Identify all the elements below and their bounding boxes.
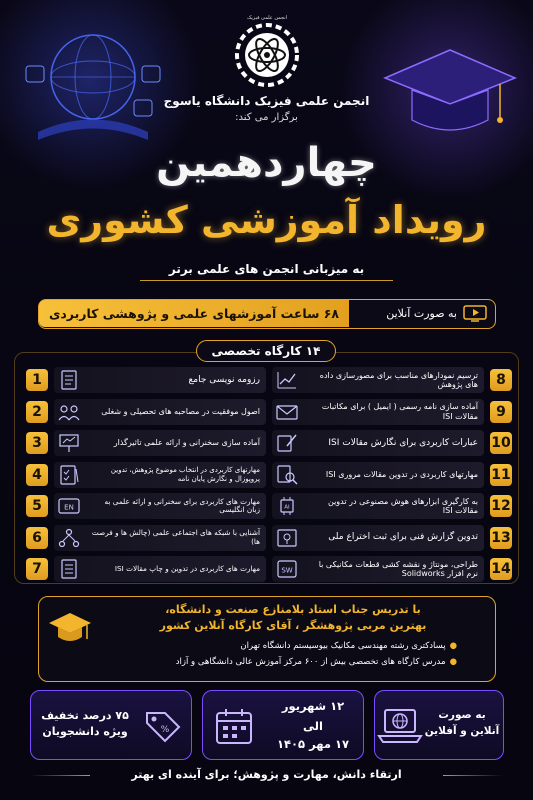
discount-amount: ۷۵ درصد تخفیف xyxy=(41,709,129,722)
workshops-title: ۱۴ کارگاه تخصصی xyxy=(196,340,336,362)
workshop-body xyxy=(272,556,484,582)
workshop-number: 2 xyxy=(26,401,48,423)
workshop-title: مهارتهای کاربردی در تدوین مقالات مروری ISI xyxy=(325,469,478,479)
footer-slogan: ارتقاء دانش، مهارت و پژوهش؛ برای آینده ای بهتر xyxy=(131,768,402,781)
review-icon xyxy=(276,465,298,485)
workshop-item xyxy=(272,525,512,554)
physics-atom-logo xyxy=(232,20,302,90)
writing-icon xyxy=(276,433,298,453)
workshop-number: 5 xyxy=(26,495,48,517)
workshop-item xyxy=(26,556,266,585)
workshop-body xyxy=(54,430,266,456)
patent-icon xyxy=(276,528,298,548)
english-icon xyxy=(58,496,80,516)
workshop-body xyxy=(54,556,266,582)
end-date: ۱۷ مهر ۱۴۰۵ xyxy=(277,737,349,751)
instructor-bullet-text: پسادکتری رشته مهندسی مکانیک بیوسیستم دانشگاه تهران xyxy=(240,641,446,651)
workshop-title: رزومه نویسی جامع xyxy=(188,374,260,385)
proposal-icon xyxy=(58,465,80,485)
workshop-title: آشنایی با شبکه های اجتماعی علمی (چالش ها و فرصت ها) xyxy=(91,528,260,546)
organization-name: انجمن علمی فیزیک دانشگاه یاسوج xyxy=(163,94,370,108)
workshop-title: مهارت های کاربردی در تدوین و چاپ مقالات ISI xyxy=(114,563,260,573)
online-label: به صورت آنلاین xyxy=(386,307,457,320)
title-ordinal: چهاردهمین xyxy=(156,140,377,186)
ai-chip-icon xyxy=(276,496,298,516)
monitor-play-icon xyxy=(463,305,487,322)
dates-box xyxy=(202,690,364,760)
workshop-body xyxy=(272,399,484,425)
svg-text:EN: EN xyxy=(64,503,74,512)
workshop-title: آماده سازی سخنرانی و ارائه علمی تاثیرگذار xyxy=(113,438,260,448)
graduation-cap-icon xyxy=(47,609,93,649)
chart-icon xyxy=(276,370,298,390)
solidworks-icon xyxy=(276,559,298,579)
workshop-number: 10 xyxy=(490,432,512,454)
workshop-title: مهارت های کاربردی برای سخنرانی و ارائه علمی به زبان انگلیسی xyxy=(104,496,260,514)
workshop-body xyxy=(54,462,266,488)
workshop-item xyxy=(272,367,512,396)
workshop-title: عبارات کاربردی برای نگارش مقالات ISI xyxy=(328,437,478,448)
workshop-number: 13 xyxy=(490,527,512,549)
workshop-column-left xyxy=(26,367,266,588)
instructor-line-1: با تدریس جناب استاد بلامنازع صنعت و دانشگاه، xyxy=(165,603,421,616)
event-title: رویداد آموزشی کشوری xyxy=(46,198,487,242)
workshop-body xyxy=(272,367,484,393)
calendar-icon xyxy=(213,705,255,747)
workshop-number: 6 xyxy=(26,527,48,549)
workshop-body xyxy=(54,525,266,551)
instructor-bullet-text: مدرس کارگاه های تخصصی بیش از ۶۰۰ مرکز آموزش عالی دانشگاهی و آزاد xyxy=(175,657,446,667)
workshop-item xyxy=(272,556,512,585)
workshop-item xyxy=(26,430,266,459)
presentation-icon xyxy=(58,433,80,453)
hours-text: ۶۸ ساعت آموزشهای علمی و پژوهشی کاربردی xyxy=(39,300,349,327)
interview-icon xyxy=(58,402,80,422)
instructor-line-2: بهترین مربی پژوهشگر ، آقای کارگاه آنلاین کشور xyxy=(159,619,427,632)
mode-line-2: آنلاین و آفلاین xyxy=(424,725,500,737)
resume-icon xyxy=(58,370,80,390)
instructor-bullet: ●پسادکتری رشته مهندسی مکانیک بیوسیستم دانشگاه تهران xyxy=(240,641,457,651)
workshop-number: 1 xyxy=(26,369,48,391)
workshop-item xyxy=(272,493,512,522)
hosts-label: برگزار می کند: xyxy=(235,112,298,123)
discount-audience: ویژه دانشجویان xyxy=(42,725,128,738)
paper-icon xyxy=(58,559,80,579)
workshop-body xyxy=(272,493,484,519)
workshop-body xyxy=(54,367,266,393)
workshop-number: 9 xyxy=(490,401,512,423)
workshop-item xyxy=(26,462,266,491)
hours-banner xyxy=(38,299,496,329)
workshop-column-right xyxy=(272,367,512,588)
laptop-globe-icon xyxy=(377,706,423,746)
workshop-item xyxy=(26,525,266,554)
workshop-number: 7 xyxy=(26,558,48,580)
workshop-title: ترسیم نمودارهای مناسب برای مصورسازی داده های پژوهش xyxy=(319,370,478,389)
start-date: ۱۲ شهریور xyxy=(281,699,345,713)
workshop-number: 4 xyxy=(26,464,48,486)
delivery-mode-box xyxy=(374,690,504,760)
workshop-number: 8 xyxy=(490,369,512,391)
network-icon xyxy=(58,528,80,548)
workshop-title: طراحی، مونتاژ و نقشه کشی قطعات مکانیکی با نرم افزار Solidworks xyxy=(318,559,478,578)
workshop-title: به کارگیری ابزارهای هوش مصنوعی در تدوین مقالات ISI xyxy=(327,496,478,515)
workshop-body xyxy=(54,493,266,519)
workshop-body xyxy=(272,462,484,488)
workshop-title: تدوین گزارش فنی برای ثبت اختراع ملی xyxy=(328,532,478,543)
workshop-title: مهارتهای کاربردی در انتخاب موضوع پژوهش، تدوین پروپوزال و نگارش پایان نامه xyxy=(110,466,260,483)
workshop-item xyxy=(26,493,266,522)
workshop-body xyxy=(54,399,266,425)
workshop-number: 14 xyxy=(490,558,512,580)
svg-text:AI: AI xyxy=(284,504,290,511)
workshop-item xyxy=(26,367,266,396)
workshop-title: اصول موفقیت در مصاحبه های تحصیلی و شغلی xyxy=(101,406,260,416)
workshop-title: آماده سازی نامه رسمی ( ایمیل ) برای مکاتبات مقالات ISI xyxy=(321,402,478,421)
svg-text:SW: SW xyxy=(281,566,293,575)
discount-box xyxy=(30,690,192,760)
workshop-number: 12 xyxy=(490,495,512,517)
workshop-number: 3 xyxy=(26,432,48,454)
date-separator: الی xyxy=(303,719,323,733)
workshop-item xyxy=(272,399,512,428)
hosted-by-line: به میزبانی انجمن های علمی برتر xyxy=(140,262,393,281)
workshop-item xyxy=(272,430,512,459)
email-icon xyxy=(276,402,298,422)
instructor-box xyxy=(38,596,496,682)
logo-subtitle: انجمن علمی فیزیک xyxy=(246,15,288,21)
workshop-body xyxy=(272,525,484,551)
instructor-bullet: ●مدرس کارگاه های تخصصی بیش از ۶۰۰ مرکز آموزش عالی دانشگاهی و آزاد xyxy=(175,657,457,667)
workshop-number: 11 xyxy=(490,464,512,486)
workshop-item xyxy=(26,399,266,428)
globe-book-icon xyxy=(18,22,168,152)
mode-line-1: به صورت xyxy=(438,709,486,721)
svg-text:%: % xyxy=(160,725,170,735)
price-tag-icon xyxy=(141,705,183,747)
workshop-item xyxy=(272,462,512,491)
workshop-body xyxy=(272,430,484,456)
